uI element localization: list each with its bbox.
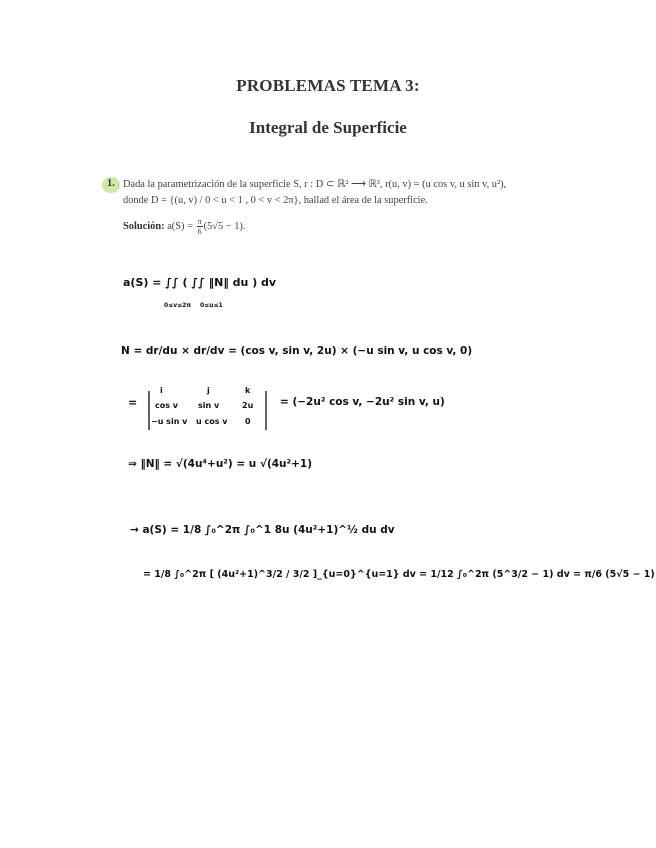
solution-rhs: (5√5 − 1).: [203, 220, 246, 232]
page-subtitle: Integral de Superficie: [249, 118, 407, 137]
det-r2c1: cos v: [155, 401, 178, 410]
hw-cross-result: = (−2u² cos v, −2u² sin v, u): [280, 396, 445, 408]
solution-fraction-num: π: [197, 217, 202, 226]
problem-number: 1.: [107, 178, 115, 189]
hw-step1-lower1: 0≤v≤2π: [164, 302, 192, 309]
problem-statement-line1: Dada la parametrización de la superficie S, r : D ⊂ ℝ² ⟶ ℝ³, r(u, v) = (u cos v, u sin v, u²),: [123, 179, 507, 190]
det-r2c2: sin v: [198, 401, 220, 410]
handwritten-step-4: ⇒ ‖N‖ = √(4u⁴+u²) = u √(4u²+1): [128, 458, 313, 470]
hw-step1-lower2: 0≤u≤1: [200, 302, 223, 309]
det-r2c3: 2u: [242, 401, 254, 410]
det-i: i: [160, 386, 163, 395]
solution-label: Solución:: [123, 220, 165, 232]
page-title: PROBLEMAS TEMA 3:: [236, 76, 420, 95]
det-r3c3: 0: [245, 417, 251, 426]
handwritten-step-2: N = dr/du × dr/dv = (cos v, sin v, 2u) × (−u sin v, u cos v, 0): [121, 345, 473, 357]
handwritten-step-6: = 1/8 ∫₀^2π [ (4u²+1)^3/2 / 3/2 ]_{u=0}^{u=1} dv = 1/12 ∫₀^2π (5^3/2 − 1) dv = π/6 (5√5 − 1): [143, 569, 655, 580]
det-r3c2: u cos v: [196, 417, 228, 426]
hw-step1-text: a(S) = ∫∫ ( ∫∫ ‖N‖ du ) dv: [123, 276, 277, 289]
solution-fraction-den: 6: [197, 227, 202, 236]
solution-lhs: a(S) =: [167, 220, 193, 232]
handwritten-step-5: → a(S) = 1/8 ∫₀^2π ∫₀^1 8u (4u²+1)^½ du dv: [130, 524, 395, 536]
hw-equals: =: [128, 396, 138, 409]
problem-statement-line2: donde D = {(u, v) / 0 < u < 1 , 0 < v < 2π}, hallad el área de la superficie.: [123, 195, 428, 206]
det-r3c1: −u sin v: [151, 417, 188, 426]
det-j: j: [207, 386, 210, 395]
det-k: k: [245, 386, 251, 395]
